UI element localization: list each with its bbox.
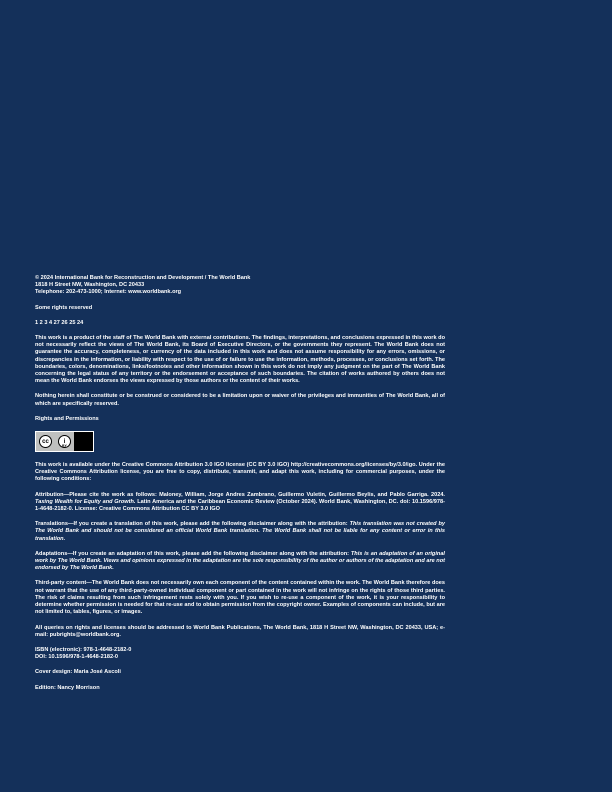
cc-logo-right-strip [74,432,93,451]
translations-disclaimer: This translation was not created by The World Bank and should not be considered an official World Bank translation. The World Bank shall not be liable for any content or error in this translation. [35,521,445,542]
attribution-person-icon: i [58,435,71,448]
doi: DOI: 10.1596/978-1-4648-2182-0 [35,654,119,661]
adaptations-text: —If you create an adaptation of this work, please add the following disclaimer along with the attribution: [67,550,351,557]
copyright-block [35,275,445,692]
license-paragraph: This work is available under the Creative Commons Attribution 3.0 IGO license (CC BY 3.0 IGO) http://creativecommons.org/licenses/by/3.0/igo. Under the Creative Commons Attribution license, you are free to copy, distribute, transmit, and adapt this work, including for commercial purposes, under the following conditions: [35,462,445,483]
attribution-label: Attribution [35,491,64,498]
cover-design-credit: Cover design: Maria José Ascoli [35,669,121,676]
attribution-title: Taxing Wealth for Equity and Growth. [35,498,136,505]
translations-label: Translations [35,521,68,528]
attribution-text-tail: Latin America and the Caribbean Economic Review (October 2024). World Bank, Washington, DC. doi: 10.1596/978-1-4648-2182-0. License: Creative Commons Attribution CC BY 3.0 IGO [35,498,445,513]
edition-credit: Edition: Nancy Morrison [35,684,100,691]
third-party-text: —The World Bank does not necessarily own each component of the content contained within the work. The World Bank therefore does not warrant that the use of any third-party-owned individual component or part contained in the work will not infringe on the rights of those third parties. The risk of claims resulting from such infringement rests solely with you. If you wish to re-use a component of the work, it is your responsibility to determine whether permission is needed for that re-use and to obtain permission from the copyright owner. Examples of components can include, but are not limited to, tables, figures, or images. [35,580,445,616]
third-party-paragraph [35,580,445,616]
disclaimer-paragraph: This work is a product of the staff of The World Bank with external contributions. The findings, interpretations, and conclusions expressed in this work do not necessarily reflect the views of The World Bank, its Board of Executive Directors, or the governments they represent. The World Bank does not guarantee the accuracy, completeness, or currency of the data included in this work and does not assume responsibility for any errors, omissions, or discrepancies in the information, or liability with respect to the use of or failure to use the information, methods, processes, or conclusions set forth. The boundaries, colors, denominations, links/footnotes and other information shown in this work do not imply any judgment on the part of The World Bank concerning the legal status of any territory or the endorsement or acceptance of such boundaries. The citation of works authored by others does not mean the World Bank endorses the views expressed by those authors or the content of their works. [35,335,445,385]
translations-text: —If you create a translation of this work, please add the following disclaimer along with the attribution: [67,521,350,528]
adaptations-paragraph [35,551,445,573]
immunities-paragraph: Nothing herein shall constitute or be construed or considered to be a limitation upon or waiver of the privileges and immunities of The World Bank, all of which are specifically reserved. [35,393,445,407]
by-label: BY [62,443,67,448]
cc-logo-icons [36,432,74,451]
adaptations-disclaimer: This is an adaptation of an original work by The World Bank. Views and opinions expressed in the adaptation are the sole responsibility of the author or authors of the adaptation and are not endorsed by The World Bank. [35,550,445,572]
cc-icon: cc [39,435,52,448]
rights-reserved: Some rights reserved [35,304,93,311]
isbn: ISBN (electronic): 978-1-4648-2182-0 [35,646,132,653]
queries-paragraph: All queries on rights and licenses should be addressed to World Bank Publications, The World Bank, 1818 H Street NW, Washington, DC 20433, USA; e-mail: pubrights@worldbank.org. [35,624,445,638]
address-line: 1818 H Street NW, Washington, DC 20433 [35,282,145,289]
copyright-line: © 2024 International Bank for Reconstruction and Development / The World Bank [35,275,251,281]
translations-paragraph [35,521,445,543]
attribution-text: —Please cite the work as follows: Maloney, William, Jorge Andres Zambrano, Guillermo Vuletin, Guillermo Beylis, and Pablo Garriga. 2024. [63,491,445,498]
print-numbers: 1 2 3 4 27 26 25 24 [35,319,84,326]
attribution-paragraph [35,492,445,514]
rights-heading: Rights and Permissions [35,415,99,422]
contact-line: Telephone: 202-473-1000; Internet: www.worldbank.org [35,289,182,296]
third-party-label: Third-party content [35,580,87,587]
adaptations-label: Adaptations [35,550,68,557]
cc-by-license-logo[interactable] [35,431,94,452]
